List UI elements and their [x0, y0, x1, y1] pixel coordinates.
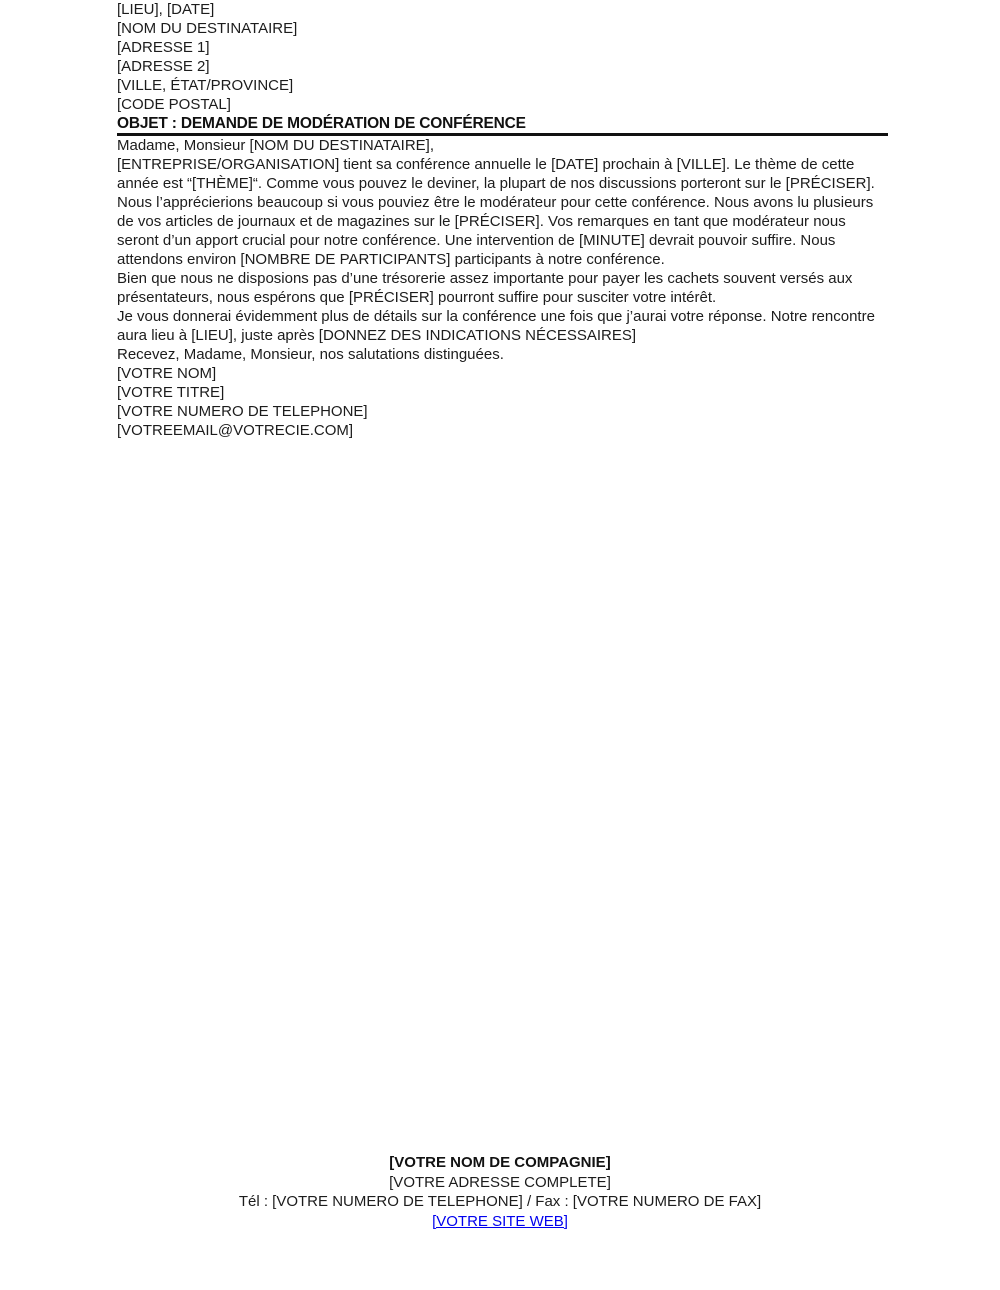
- signature-name: [VOTRE NOM]: [117, 365, 217, 382]
- recipient-block: [117, 19, 883, 114]
- recipient-city-state: [VILLE, ÉTAT/PROVINCE]: [117, 77, 294, 94]
- closing-line: Recevez, Madame, Monsieur, nos salutations distinguées.: [117, 346, 504, 363]
- salutation-line: Madame, Monsieur [NOM DU DESTINATAIRE],: [117, 137, 435, 154]
- footer-website-link[interactable]: [VOTRE SITE WEB]: [432, 1212, 568, 1230]
- signature-title: [VOTRE TITRE]: [117, 384, 225, 401]
- signature-phone: [VOTRE NUMERO DE TELEPHONE]: [117, 403, 368, 420]
- recipient-name: [NOM DU DESTINATAIRE]: [117, 20, 298, 37]
- signature-email: [VOTREEMAIL@VOTRECIE.COM]: [117, 422, 354, 439]
- recipient-address-2: [ADRESSE 2]: [117, 58, 210, 75]
- footer-address: [VOTRE ADRESSE COMPLETE]: [389, 1173, 611, 1191]
- footer-tel-fax: Tél : [VOTRE NUMERO DE TELEPHONE] / Fax : [VOTRE NUMERO DE FAX]: [238, 1193, 762, 1210]
- footer-company-name: [VOTRE NOM DE COMPAGNIE]: [389, 1154, 611, 1171]
- body-paragraph-3: Bien que nous ne disposions pas d’une trésorerie assez importante pour payer les cachets souvent versés aux présentateurs, nous espérons que [PRÉCISER] pourront suffire pour susciter votre intérêt.: [117, 270, 853, 306]
- footer-block: [0, 1153, 1000, 1231]
- signature-block: [117, 364, 883, 440]
- body-paragraph-1: [ENTREPRISE/ORGANISATION] tient sa conférence annuelle le [DATE] prochain à [VILLE]. Le thème de cette année est “[THÈME]“. Comme vous pouvez le deviner, la plupart de nos discussions porteront sur le [PRÉCISER].: [117, 156, 875, 192]
- place-date-line: [LIEU], [DATE]: [117, 1, 215, 18]
- recipient-address-1: [ADRESSE 1]: [117, 39, 210, 56]
- body-paragraph-4: Je vous donnerai évidemment plus de détails sur la conférence une fois que j’aurai votre réponse. Notre rencontre aura lieu à [LIEU], juste après [DONNEZ DES INDICATIONS NÉCESSAIRES]: [117, 308, 875, 344]
- letter-body: [117, 0, 883, 440]
- subject-line: OBJET : DEMANDE DE MODÉRATION DE CONFÉRENCE: [117, 115, 526, 132]
- recipient-postal-code: [CODE POSTAL]: [117, 96, 231, 113]
- body-paragraph-2: Nous l’apprécierions beaucoup si vous pouviez être le modérateur pour cette conférence. Nous avons lu plusieurs de vos articles de journaux et de magazines sur le [PRÉCISER]. Vos remarques en tant que modérateur nous seront d’un apport crucial pour notre conférence. Une intervention de [MINUTE] devrait pouvoir suffire. Nous attendons environ [NOMBRE DE PARTICIPANTS] participants à notre conférence.: [117, 194, 874, 268]
